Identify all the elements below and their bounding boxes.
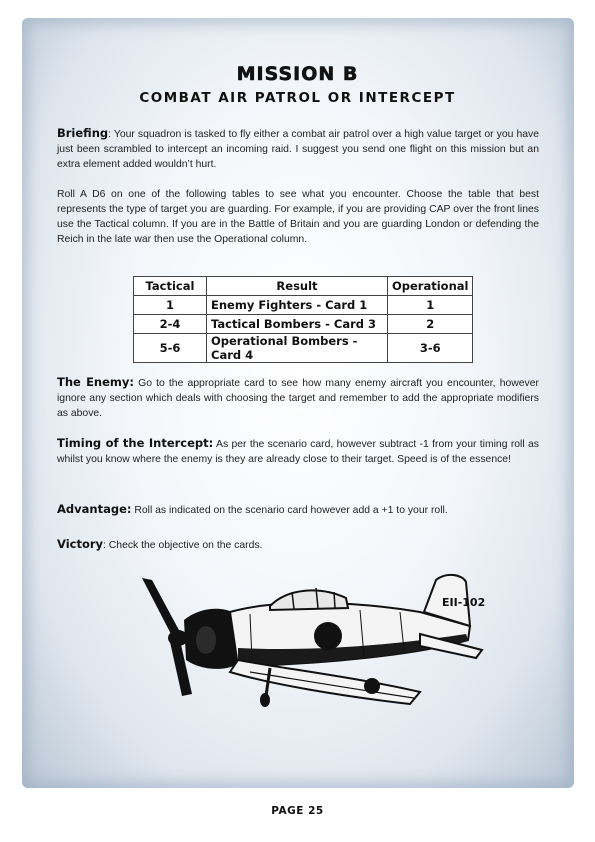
advantage-text: Roll as indicated on the scenario card however add a +1 to your roll. <box>131 505 448 516</box>
briefing-label: Briefing <box>57 126 109 140</box>
briefing-text: : Your squadron is tasked to fly either a combat air patrol over a high value target or you have just been scrambled to intercept an incoming raid. I suggest you send one flight on this mission but an extra element added wouldn’t hurt. <box>57 129 539 170</box>
tail-code: EII-102 <box>442 596 486 609</box>
enemy-paragraph <box>57 375 539 421</box>
timing-text: As per the scenario card, however subtract -1 from your timing roll as whilst you know where the enemy is they are already close to their target. Speed is of the essence! <box>57 439 539 465</box>
advantage-label: Advantage: <box>57 502 132 516</box>
advantage-paragraph <box>57 502 539 518</box>
header-tactical: Tactical <box>134 277 207 296</box>
timing-paragraph <box>57 436 539 467</box>
table-row <box>134 315 473 334</box>
page-number: PAGE 25 <box>271 805 324 817</box>
mission-subtitle: COMBAT AIR PATROL OR INTERCEPT <box>139 90 456 106</box>
cell-tactical: 1 <box>134 296 207 315</box>
cell-operational: 2 <box>388 315 473 334</box>
victory-paragraph <box>57 537 539 553</box>
victory-text: : Check the objective on the cards. <box>103 540 263 551</box>
table-row <box>134 334 473 363</box>
encounter-table <box>133 276 473 363</box>
cell-tactical: 5-6 <box>134 334 207 363</box>
cell-operational: 1 <box>388 296 473 315</box>
fighter-plane-icon <box>120 568 490 718</box>
cell-tactical: 2-4 <box>134 315 207 334</box>
header-result: Result <box>207 277 388 296</box>
cell-result: Operational Bombers - Card 4 <box>207 334 388 363</box>
enemy-text: Go to the appropriate card to see how many enemy aircraft you encounter, however ignore any section which deals with choosing the target and remember to add the appropriate modifiers as above. <box>57 378 539 419</box>
briefing-paragraph <box>57 126 539 172</box>
table-header-row <box>134 277 473 296</box>
cell-result: Enemy Fighters - Card 1 <box>207 296 388 315</box>
roll-paragraph: Roll A D6 on one of the following tables to see what you encounter. Choose the table that best represents the type of target you are guarding. For example, if you are providing CAP over the front lines use the Tactical column. If you are in the Battle of Britain and you are guarding London or defending the Reich in the late war then use the Operational column. <box>57 189 539 245</box>
victory-label: Victory <box>57 537 104 551</box>
enemy-label: The Enemy: <box>57 375 134 389</box>
mission-title: MISSION B <box>236 63 359 85</box>
timing-label: Timing of the Intercept: <box>57 436 214 450</box>
header-operational: Operational <box>388 277 473 296</box>
cell-result: Tactical Bombers - Card 3 <box>207 315 388 334</box>
table-row <box>134 296 473 315</box>
cell-operational: 3-6 <box>388 334 473 363</box>
